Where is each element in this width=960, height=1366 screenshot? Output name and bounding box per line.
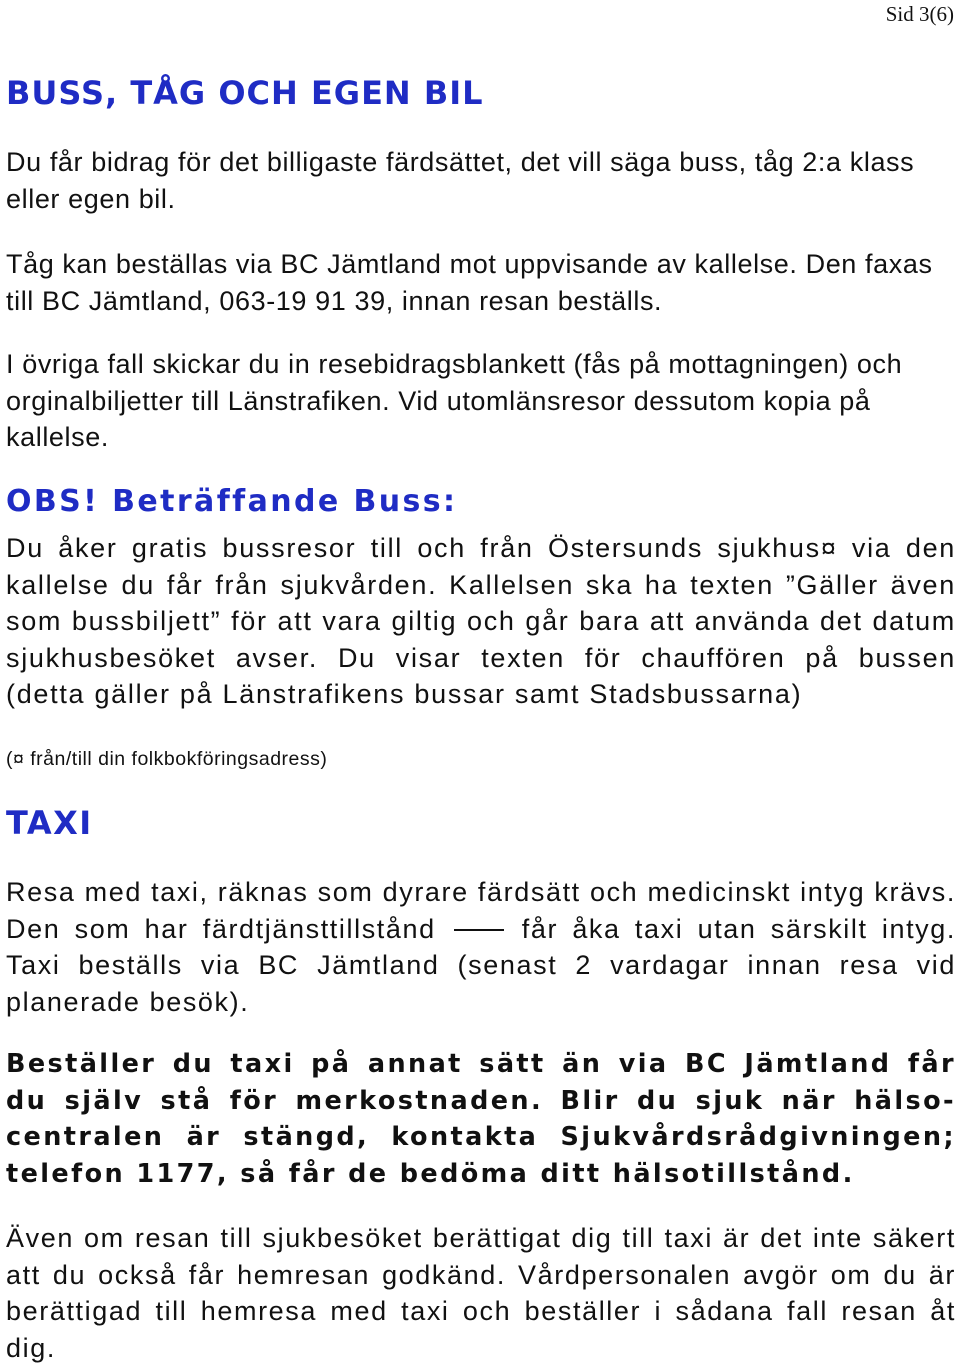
paragraph-train-booking [6, 246, 956, 319]
paragraph-other-booking-warning [6, 1046, 956, 1192]
paragraph-free-bus [6, 530, 956, 713]
obs-bus-heading: OBS! Beträffande Buss: [6, 484, 458, 519]
paragraph-text-part-1: Resa med taxi, räknas som dyrare färdsätt och medicinskt intyg krävs. Den som har färdtjänsttillstånd [6, 877, 956, 944]
paragraph-other-cases [6, 346, 956, 456]
paragraph-text: I övriga fall skickar du in resebidragsblankett (fås på mottagningen) och orginalbiljetter till Länstrafiken. Vid utomlänsresor dessutom kopia på kallelse. [6, 349, 903, 452]
paragraph-text: Även om resan till sjukbesöket berättigat dig till taxi är det inte säkert att du också får hemresan godkänd. Vårdpersonalen avgör om du är berättigad till hemresa med taxi och beställer i sådana fall resan åt dig. [6, 1223, 956, 1363]
paragraph-return-trip [6, 1220, 956, 1366]
paragraph-text: Du får bidrag för det billigaste färdsättet, det vill säga buss, tåg 2:a klass eller egen bil. [6, 147, 915, 214]
heading-taxi: TAXI [6, 804, 93, 842]
paragraph-text: Tåg kan beställas via BC Jämtland mot uppvisande av kallelse. Den faxas till BC Jämtland, 063-19 91 39, innan resan beställs. [6, 249, 933, 316]
paragraph-taxi-certificate [6, 874, 956, 1020]
paragraph-text: Beställer du taxi på annat sätt än via BC Jämtland får du själv stå för merkostnaden. Blir du sjuk när hälso-centralen är stängd, kontakta Sjukvårdsrådgivningen; telefon 1177, så får de bedöma ditt hälsotillstånd. [6, 1049, 956, 1189]
page-number: Sid 3(6) [885, 2, 954, 26]
paragraph-text: Du åker gratis bussresor till och från Östersunds sjukhus¤ via den kallelse du får från sjukvården. Kallelsen ska ha texten ”Gäller även som bussbiljett” för att vara giltig och går bara att använda det datum sjukhusbesöket avser. Du visar texten för chauffören på bussen (detta gäller på Länstrafikens bussar samt Stadsbussarna) [6, 533, 956, 709]
paragraph-text [6, 874, 956, 1020]
paragraph-text-part-2: får åka taxi utan särskilt intyg. Taxi beställs via BC Jämtland (senast 2 vardagar innan resa vid planerade besök). [6, 913, 956, 1017]
dash-separator [454, 929, 504, 931]
footnote-address: (¤ från/till din folkbokföringsadress) [6, 748, 328, 770]
heading-bus-train-car: BUSS, TÅG OCH EGEN BIL [6, 74, 484, 112]
paragraph-cheapest-option [6, 144, 956, 217]
